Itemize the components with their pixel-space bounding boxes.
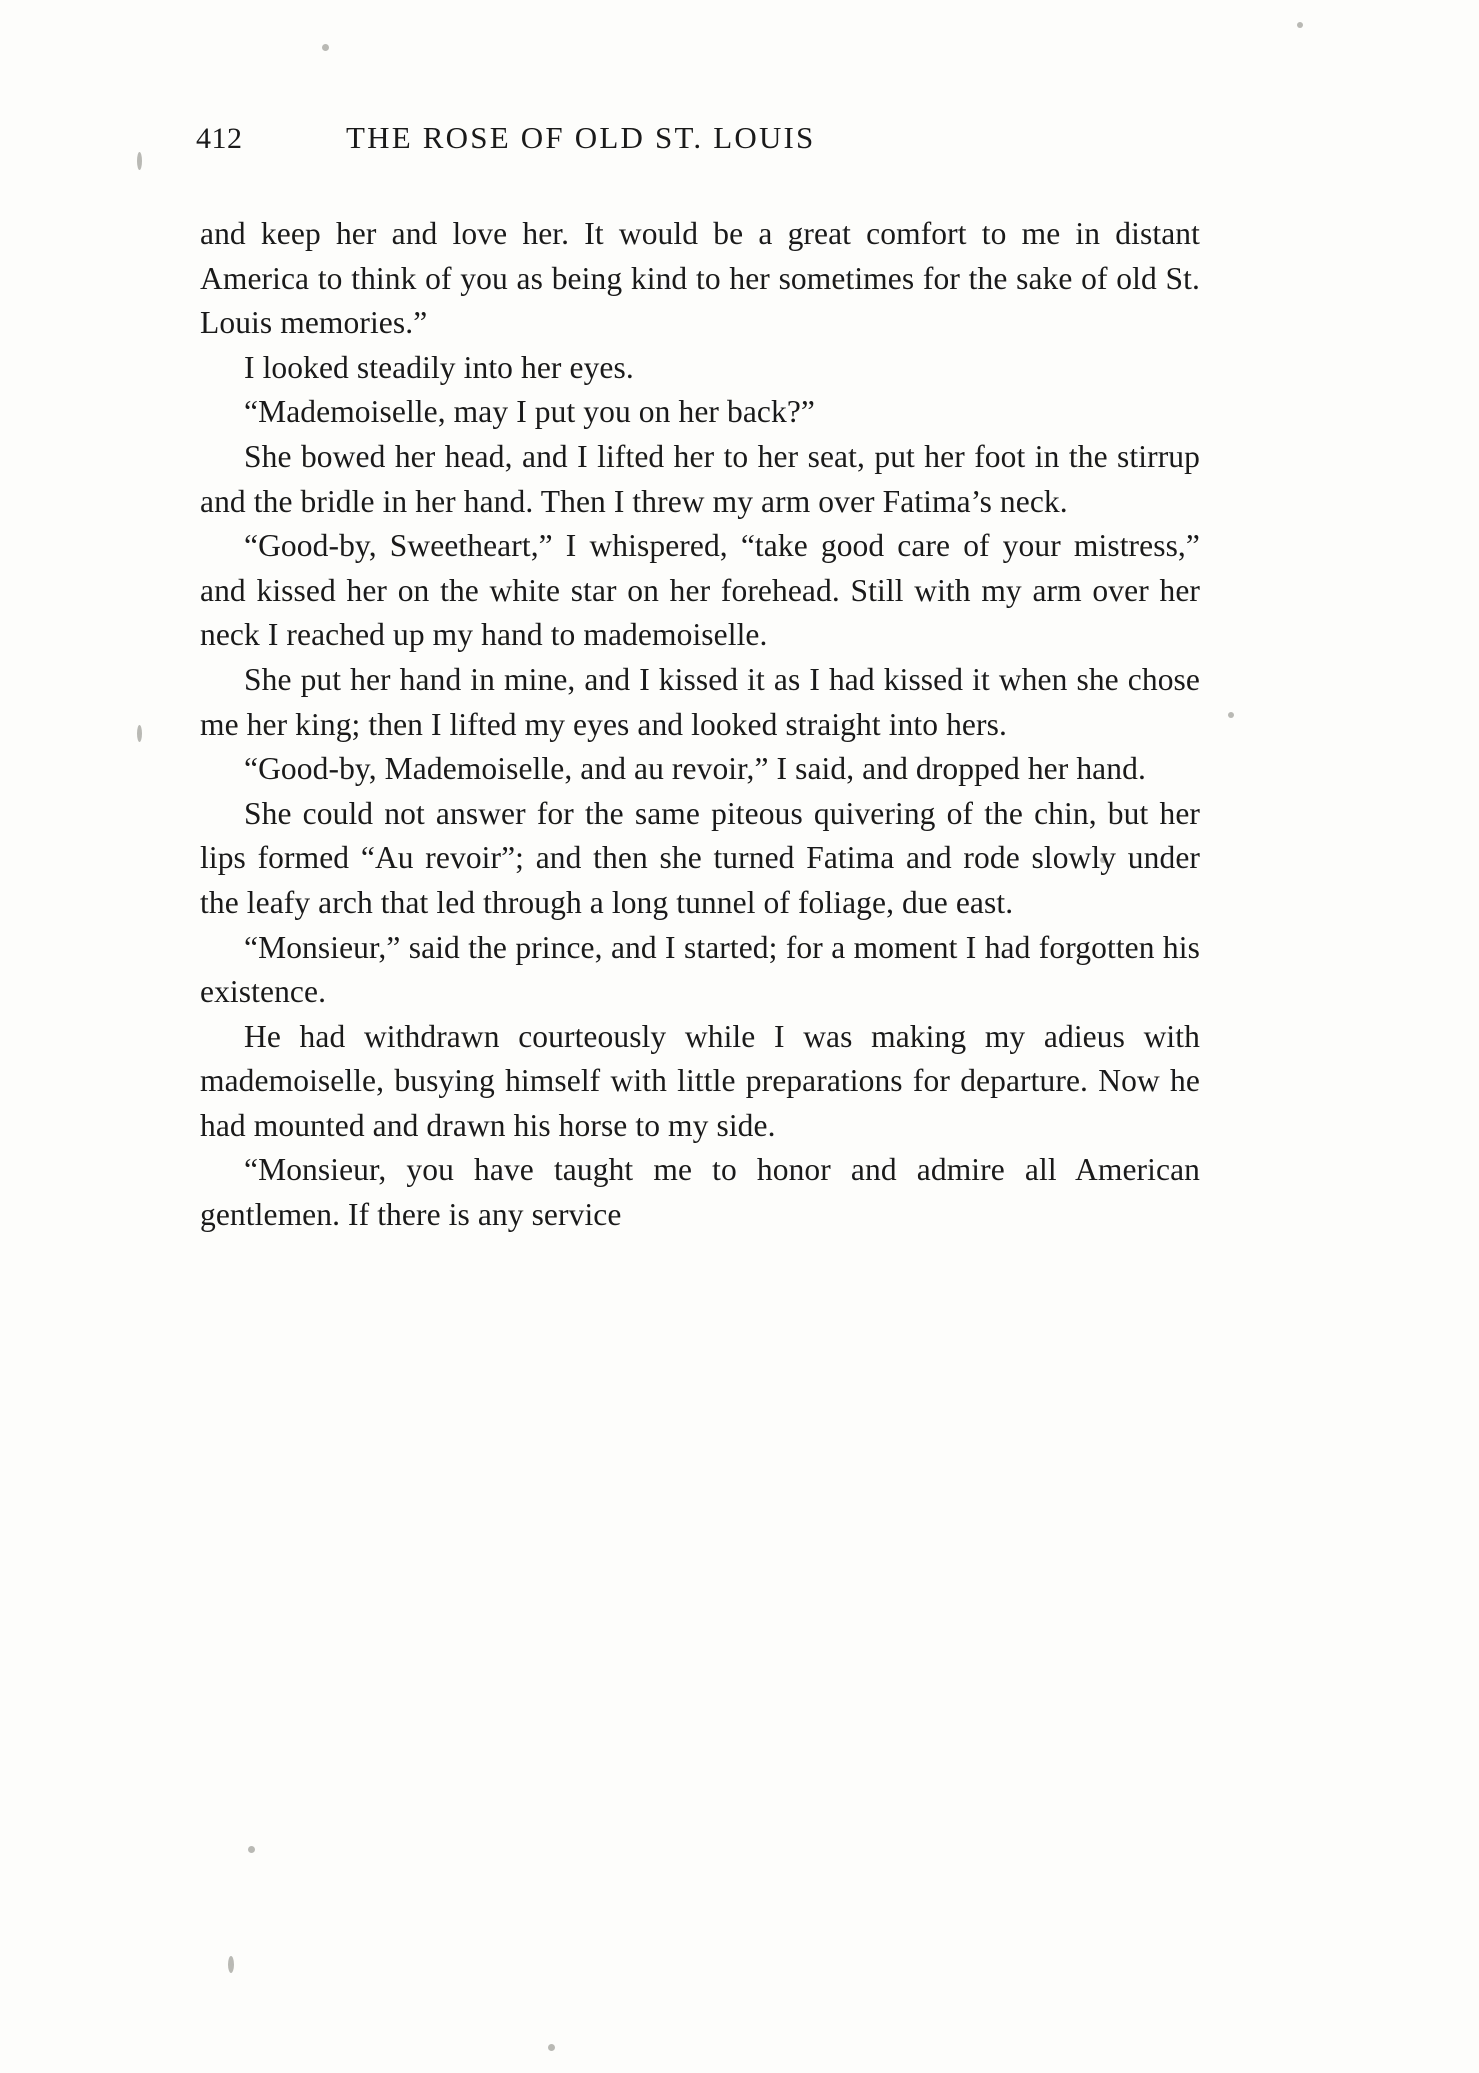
body-text xyxy=(200,212,1200,1238)
scan-speck xyxy=(137,152,142,170)
scan-speck xyxy=(137,725,142,742)
paragraph: “Monsieur, you have taught me to honor and admire all American gentlemen. If there is any service xyxy=(200,1152,1200,1233)
paragraph: “Monsieur,” said the prince, and I started; for a moment I had forgotten his existence. xyxy=(200,929,1200,1010)
paragraph: She bowed her head, and I lifted her to her seat, put her foot in the stirrup and the bridle in her hand. Then I threw my arm over Fatima’s neck. xyxy=(200,438,1200,519)
scan-speck xyxy=(548,2044,555,2051)
paragraph: “Mademoiselle, may I put you on her back?” xyxy=(244,394,815,430)
page-number: 412 xyxy=(196,122,243,155)
page-content xyxy=(196,120,1286,1238)
scan-speck xyxy=(248,1846,255,1853)
paragraph: She could not answer for the same piteous quivering of the chin, but her lips formed “Au revoir”; and then she turned Fatima and rode slowly under the leafy arch that led through a long tunnel of foliage, due east. xyxy=(200,795,1200,920)
paragraph: He had withdrawn courteously while I was making my adieus with mademoiselle, busying himself with little preparations for departure. Now he had mounted and drawn his horse to my side. xyxy=(200,1018,1200,1143)
scan-speck xyxy=(322,44,329,51)
scan-speck xyxy=(228,1956,234,1973)
paragraph: She put her hand in mine, and I kissed it as I had kissed it when she chose me her king; then I lifted my eyes and looked straight into hers. xyxy=(200,661,1200,742)
paragraph: “Good-by, Sweetheart,” I whispered, “take good care of your mistress,” and kissed her on the white star on her forehead. Still with my arm over her neck I reached up my hand to mademoiselle. xyxy=(200,528,1200,653)
running-head-title: THE ROSE OF OLD ST. LOUIS xyxy=(346,120,816,155)
scan-speck xyxy=(1297,22,1303,28)
paragraph: and keep her and love her. It would be a great comfort to me in distant America to think of you as being kind to her sometimes for the sake of old St. Louis memories.” xyxy=(200,216,1200,341)
page-header xyxy=(196,120,1286,156)
paragraph: “Good-by, Mademoiselle, and au revoir,” I said, and dropped her hand. xyxy=(244,751,1146,787)
paragraph: I looked steadily into her eyes. xyxy=(244,349,634,385)
